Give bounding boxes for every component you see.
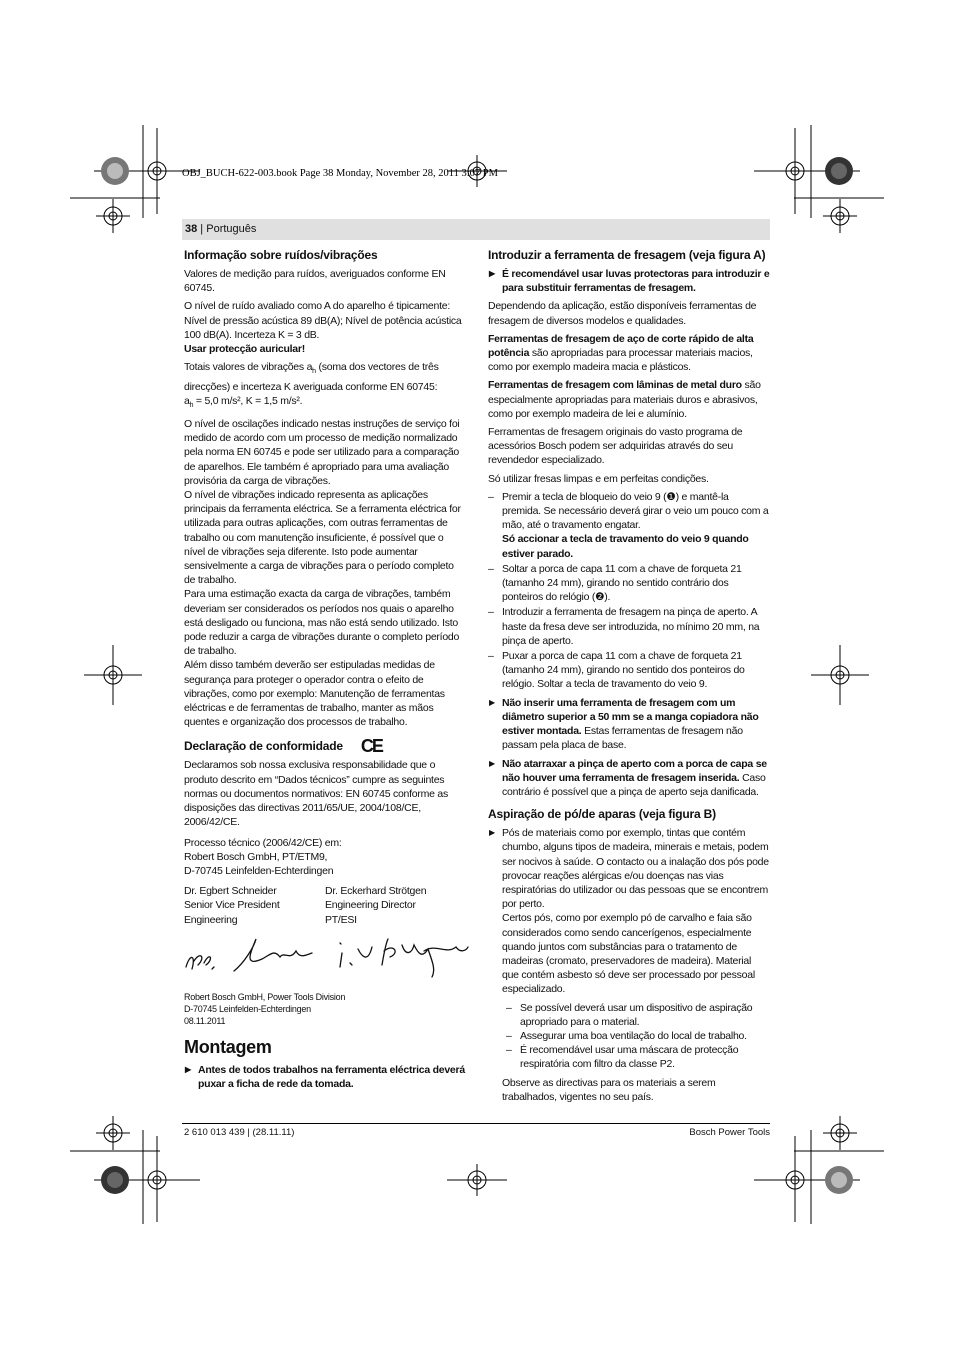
technical-file: Processo técnico (2006/42/CE) em: Robert Bosch GmbH, PT/ETM9, D-70745 Leinfelden-Echterdingen xyxy=(184,836,342,877)
page-header: 38 | Português xyxy=(182,219,770,240)
assembly-warning: ▶ Antes de todos trabalhos na ferramenta eléctrica deverá puxar a ficha de rede da tomada. xyxy=(184,1063,466,1091)
assembly-heading: Montagem xyxy=(184,1036,272,1057)
footer-rule xyxy=(182,1123,770,1124)
step-3: – Introduzir a ferramenta de fresagem na pinça de aperto. A haste da fresa deve ser introduzida, no mínimo 20 mm, na pinça de aperto. xyxy=(488,605,770,648)
insert-tool-heading: Introduzir a ferramenta de fresagem (veja figura A) xyxy=(488,248,766,262)
signatory-1: Dr. Egbert Schneider Senior Vice President Engineering xyxy=(184,885,280,926)
insert-paragraph-2: Ferramentas de fresagem de aço de corte rápido de alta potência são apropriadas para processar materiais macios, como por exemplo madeira macia e plásticos. xyxy=(488,332,754,374)
vibration-paragraph-4: Para uma estimação exacta da carga de vibrações, também deveriam ser considerados os períodos nos quais o aparelho está desligado ou funciona, mas não está sendo utilizado. Isto pode reduzir a carga de vibrações durante o completo período de trabalho. xyxy=(184,588,460,658)
hearing-protection-note: Usar protecção auricular! xyxy=(184,343,305,356)
step-2: – Soltar a porca de capa 11 com a chave de forqueta 21 (tamanho 24 mm), girando no sentido contrário dos ponteiros do relógio (❷). xyxy=(488,562,770,605)
company-address: Robert Bosch GmbH, Power Tools Division D-70745 Leinfelden-Echterdingen 08.11.2011 xyxy=(184,991,346,1026)
vibration-paragraph-5: Além disso também deverão ser estipuladas medidas de segurança para proteger o operador contra o efeito de vibrações, como por exemplo: Manutenção de ferramentas eléctricas e de ferramentas de trabalho, manter as mãos quentes e organização dos processos de trabalho. xyxy=(184,659,445,729)
signatures-image xyxy=(184,933,469,981)
noise-paragraph-1: Valores de medição para ruídos, averiguados conforme EN 60745. xyxy=(184,268,446,295)
print-slug: OBJ_BUCH-622-003.book Page 38 Monday, November 28, 2011 3:07 PM xyxy=(182,168,498,179)
gloves-warning: ▶ É recomendável usar luvas protectoras para introduzir e para substituir ferramentas de fresagem. xyxy=(488,267,770,295)
dust-final-note: Observe as directivas para os materiais a serem trabalhados, vigentes no seu país. xyxy=(502,1076,716,1103)
dust-measure-3: – É recomendável usar uma máscara de protecção respiratória com filtro da classe P2. xyxy=(488,1043,770,1071)
dust-measure-1: – Se possível deverá usar um dispositivo de aspiração apropriado para o material. xyxy=(488,1001,770,1029)
declaration-heading: Declaração de conformidade CE xyxy=(184,736,382,757)
dust-measure-2: – Assegurar uma boa ventilação do local de trabalho. xyxy=(488,1029,770,1043)
ce-mark-icon: CE xyxy=(360,736,382,757)
insert-paragraph-5: Só utilizar fresas limpas e em perfeitas condições. xyxy=(488,472,709,485)
step-4: – Puxar a porca de capa 11 com a chave de forqueta 21 (tamanho 24 mm), girando no sentido dos ponteiros do relógio. Soltar a tecla de travamento do veio 9. xyxy=(488,649,770,692)
insert-paragraph-4: Ferramentas de fresagem originais do vasto programa de acessórios Bosch podem ser adquiridas através do seu revendedor especializado. xyxy=(488,426,743,467)
vibration-totals: Totais valores de vibrações $a_h$ (soma dos vectores de três direcções) e incerteza K averiguada conforme EN 60745: $a_h = 5,0$ m/s², K = 1,5 m/s². xyxy=(184,361,439,409)
footer-brand: Bosch Power Tools xyxy=(689,1127,770,1138)
collet-warning: ▶ Não atarraxar a pinça de aperto com a porca de capa se não houver uma ferramenta de fresagem inserida. Caso contrário é possível que a pinça de aperto seja danificada. xyxy=(488,757,770,800)
diameter-warning: ▶ Não inserir uma ferramenta de fresagem com um diâmetro superior a 50 mm se a manga copiadora não estiver montada. Estas ferramentas de fresagem não passam pela placa de base. xyxy=(488,696,770,753)
vibration-paragraph-2: O nível de oscilações indicado nestas instruções de serviço foi medido de acordo com um processo de medição normalizado pela norma EN 60745 e pode ser utilizado para a comparação de aparelhos. Ele também é apropriado para uma avaliação provisória da carga de vibrações. xyxy=(184,418,460,487)
declaration-paragraph: Declaramos sob nossa exclusiva responsabilidade que o produto descrito em “Dados técnicos” cumpre as seguintes normas ou documentos normativos: EN 60745 conforme as disposições das directivas 2011/65/UE, 2004/108/CE, 2006/42/CE. xyxy=(184,759,448,829)
vibration-paragraph-3: O nível de vibrações indicado representa as aplicações principais da ferramenta eléctrica. Se a ferramenta eléctrica for utilizada para outras aplicações, com outras ferramentas de trabalho ou com manutenção insuficiente, é possível que o nível de vibrações seja diferente. Isto pode aumentar sensivelmente a carga de vibrações para o período completo de trabalho. xyxy=(184,489,461,587)
noise-paragraph-2: O nível de ruído avaliado como A do aparelho é tipicamente: Nível de pressão acústica 89 dB(A); Nível de potência acústica 100 dB(A). Incerteza K = 3 dB. xyxy=(184,300,462,341)
step-1-note: Só accionar a tecla de travamento do veio 9 quando estiver parado. xyxy=(502,533,749,560)
dust-extraction-heading: Aspiração de pó/de aparas (veja figura B) xyxy=(488,807,716,822)
signatory-2: Dr. Eckerhard Strötgen Engineering Director PT/ESI xyxy=(325,885,427,926)
right-column xyxy=(488,248,770,1108)
footer-doc-number: 2 610 013 439 | (28.11.11) xyxy=(184,1127,295,1138)
step-1: – Premir a tecla de bloqueio do veio 9 (❶) e mantê-la premida. Se necessário deverá girar o veio um pouco com a mão, até o travamento engatar. Só accionar a tecla de travamento do veio 9 quando estiver parado. xyxy=(488,490,770,561)
insert-paragraph-1: Dependendo da aplicação, estão disponíveis ferramentas de fresagem de diversos modelos e qualidades. xyxy=(488,300,757,327)
dust-warning: ▶ Pós de materiais como por exemplo, tintas que contém chumbo, alguns tipos de madeira, minerais e metais, podem ser nocivos à saúde. O contacto ou a inalação dos pós pode provocar reações alérgicas e/ou doenças nas vias respiratórias do utilizador ou das pessoas que se encontrem por perto. Certos pós, como por exemplo pó de carvalho e faia são considerados como sendo cancerígenos, especialmente quando juntos com substâncias para o tratamento de madeiras (cromato, preservadores de madeira). Material que contém asbesto só deve ser processado por pessoal especializado. xyxy=(488,826,770,996)
noise-heading: Informação sobre ruídos/vibrações xyxy=(184,248,378,262)
signatories xyxy=(184,884,466,927)
left-column xyxy=(184,248,466,1095)
header-language: Português xyxy=(206,223,257,235)
insert-paragraph-3: Ferramentas de fresagem com lâminas de metal duro são especialmente apropriadas para materiais duros e abrasivos, como por exemplo madeira de lei e alumínio. xyxy=(488,379,761,420)
page-number: 38 xyxy=(185,223,198,235)
